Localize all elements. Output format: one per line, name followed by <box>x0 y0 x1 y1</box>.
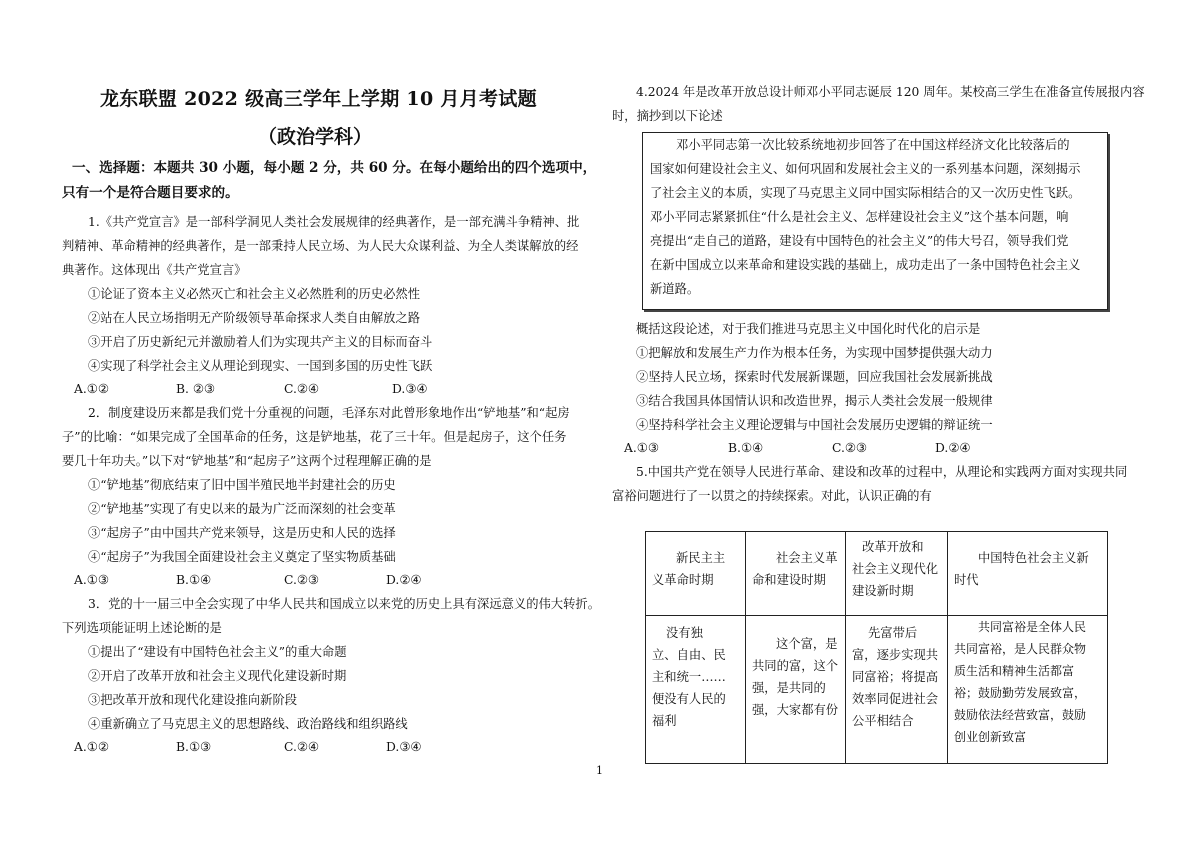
q4-stem-line: 时，摘抄到以下论述 <box>612 109 723 123</box>
exam-title: 龙东联盟 2022 级高三学年上学期 10 月月考试题 <box>100 88 537 110</box>
table-cell: 这个富，是 共同的富，这个 强，是共同的 强，大家都有份 <box>746 616 846 764</box>
q5-stem-line: 5.中国共产党在领导人民进行革命、建设和改革的过程中，从理论和实践两方面对实现共同 <box>636 465 1128 479</box>
q2-item: ④“起房子”为我国全面建设社会主义奠定了坚实物质基础 <box>88 550 396 564</box>
q3-option-d: D.③④ <box>386 740 422 754</box>
q2-stem-line: 2．制度建设历来都是我们党十分重视的问题，毛泽东对此曾形象地作出“铲地基”和“起房 <box>88 406 570 420</box>
q4-option-d: D.②④ <box>935 441 971 455</box>
q3-stem-line: 3．党的十一届三中全会实现了中华人民共和国成立以来党的历史上具有深远意义的伟大转折。 <box>88 597 600 611</box>
q2-stem-line: 子”的比喻：“如果完成了全国革命的任务，这是铲地基，花了三十年。但是起房子，这个任务 <box>62 430 567 444</box>
q4-stem-line: 4.2024 年是改革开放总设计师邓小平同志诞辰 120 周年。某校高三学生在准备宣传展报内容 <box>636 85 1145 99</box>
q1-item: ②站在人民立场指明无产阶级领导革命探求人类自由解放之路 <box>88 311 421 325</box>
q3-item: ②开启了改革开放和社会主义现代化建设新时期 <box>88 669 347 683</box>
q1-option-c: C.②④ <box>284 382 319 396</box>
q4-quote-line: 新道路。 <box>650 282 700 296</box>
q2-option-b: B.①④ <box>176 573 211 587</box>
q3-item: ③把改革开放和现代化建设推向新阶段 <box>88 693 298 707</box>
q2-stem-line: 要几十年功夫。”以下对“铲地基”和“起房子”这两个过程理解正确的是 <box>62 454 432 468</box>
table-header-cell: 新民主主 义革命时期 <box>646 532 746 616</box>
table-header-cell: 社会主义革 命和建设时期 <box>746 532 846 616</box>
table-header-row <box>646 532 1108 616</box>
q4-option-b: B.①④ <box>728 441 763 455</box>
q2-option-c: C.②③ <box>284 573 319 587</box>
q1-item: ④实现了科学社会主义从理论到现实、一国到多国的历史性飞跃 <box>88 359 433 373</box>
q4-quote-line: 亮提出“走自己的道路，建设有中国特色的社会主义”的伟大号召，领导我们党 <box>650 234 1069 248</box>
table-header-cell: 改革开放和 社会主义现代化 建设新时期 <box>846 532 948 616</box>
q3-option-c: C.②④ <box>284 740 319 754</box>
page-number: 1 <box>596 764 603 777</box>
section-heading-line-2: 只有一个是符合题目要求的。 <box>62 185 239 201</box>
q4-quote-line: 邓小平同志紧紧抓住“什么是社会主义、怎样建设社会主义”这个基本问题，响 <box>650 210 1069 224</box>
section-heading-line-1: 一、选择题：本题共 30 小题，每小题 2 分，共 60 分。在每小题给出的四个选项中， <box>72 160 597 176</box>
q4-item: ③结合我国具体国情认识和改造世界，揭示人类社会发展一般规律 <box>636 394 993 408</box>
q4-item: ①把解放和发展生产力作为根本任务，为实现中国梦提供强大动力 <box>636 346 993 360</box>
exam-subtitle: （政治学科） <box>258 126 373 148</box>
q1-item: ①论证了资本主义必然灭亡和社会主义必然胜利的历史必然性 <box>88 287 421 301</box>
q2-item: ②“铲地基”实现了有史以来的最为广泛而深刻的社会变革 <box>88 502 396 516</box>
q4-item: ④坚持科学社会主义理论逻辑与中国社会发展历史逻辑的辩证统一 <box>636 418 993 432</box>
q3-item: ①提出了“建设有中国特色社会主义”的重大命题 <box>88 645 347 659</box>
q3-stem-line: 下列选项能证明上述论断的是 <box>62 621 222 635</box>
q5-stem-line: 富裕问题进行了一以贯之的持续探索。对此，认识正确的有 <box>612 489 932 503</box>
q1-option-d: D.③④ <box>392 382 428 396</box>
q2-item: ③“起房子”由中国共产党来领导，这是历史和人民的选择 <box>88 526 396 540</box>
q4-quote-line: 了社会主义的本质，实现了马克思主义同中国实际相结合的又一次历史性飞跃。 <box>650 186 1081 200</box>
q4-option-a: A.①③ <box>624 441 659 455</box>
table-cell: 共同富裕是全体人民 共同富裕，是人民群众物 质生活和精神生活都富 裕；鼓励勤劳发展致富， 鼓励依法经营致富，鼓励 创业创新致富 <box>948 616 1108 764</box>
q3-item: ④重新确立了马克思主义的思想路线、政治路线和组织路线 <box>88 717 408 731</box>
q4-item: ②坚持人民立场，探索时代发展新课题，回应我国社会发展新挑战 <box>636 370 993 384</box>
q1-stem-line: 典著作。这体现出《共产党宣言》 <box>62 263 247 277</box>
table-cell: 先富带后 富，逐步实现共 同富裕；将提高 效率同促进社会 公平相结合 <box>846 616 948 764</box>
q4-quote-line: 邓小平同志第一次比较系统地初步回答了在中国这样经济文化比较落后的 <box>676 138 1070 152</box>
q5-era-table <box>645 531 1108 764</box>
table-row <box>646 616 1108 764</box>
q2-option-d: D.②④ <box>386 573 422 587</box>
q2-option-a: A.①③ <box>74 573 109 587</box>
q1-stem-line: 判精神、革命精神的经典著作，是一部秉持人民立场、为人民大众谋利益、为全人类谋解放的经 <box>62 239 579 253</box>
q1-option-a: A.①② <box>74 382 109 396</box>
q4-option-c: C.②③ <box>832 441 867 455</box>
table-header-cell: 中国特色社会主义新 时代 <box>948 532 1108 616</box>
q4-quote-line: 国家如何建设社会主义、如何巩固和发展社会主义的一系列基本问题，深刻揭示 <box>650 162 1081 176</box>
q1-option-b: B. ②③ <box>176 382 215 396</box>
q2-item: ①“铲地基”彻底结束了旧中国半殖民地半封建社会的历史 <box>88 478 396 492</box>
q3-option-b: B.①③ <box>176 740 211 754</box>
q4-prompt: 概括这段论述，对于我们推进马克思主义中国化时代化的启示是 <box>636 322 981 336</box>
q4-quote-line: 在新中国成立以来革命和建设实践的基础上，成功走出了一条中国特色社会主义 <box>650 258 1081 272</box>
q1-item: ③开启了历史新纪元并激励着人们为实现共产主义的目标而奋斗 <box>88 335 433 349</box>
table-cell: 没有独 立、自由、民 主和统一…… 便没有人民的 福利 <box>646 616 746 764</box>
q1-stem-line: 1.《共产党宣言》是一部科学洞见人类社会发展规律的经典著作，是一部充满斗争精神、批 <box>88 215 580 229</box>
q3-option-a: A.①② <box>74 740 109 754</box>
